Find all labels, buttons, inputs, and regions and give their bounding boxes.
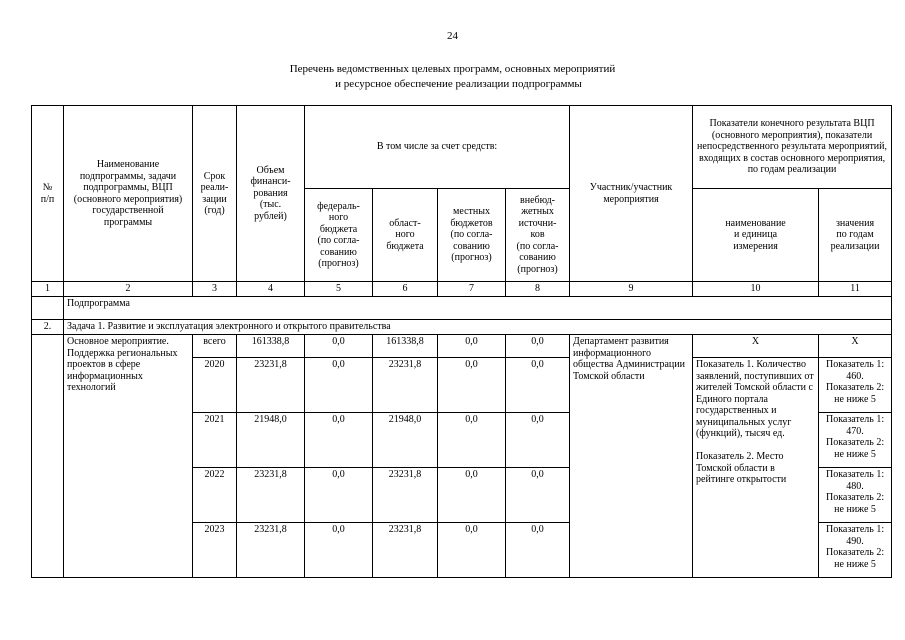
activity-year-local: 0,0: [438, 413, 506, 468]
page-number: 24: [447, 30, 458, 42]
activity-indicators-text: Показатель 1. Количество заявлений, поступивших от жителей Томской области с Единого портала государственных и муниципальных услуг (функций), тысяч ед. Показатель 2. Место Томской области в рейтинге открытости: [693, 358, 819, 578]
activity-year-regional: 21948,0: [373, 413, 438, 468]
header-col-volume: Объем финанси- рования (тыс. рублей): [237, 106, 305, 282]
activity-year-indicator-value: Показатель 1: 480. Показатель 2: не ниже 5: [819, 468, 892, 523]
activity-year-extra: 0,0: [506, 468, 570, 523]
column-number: 4: [237, 282, 305, 297]
activity-year-federal: 0,0: [305, 358, 373, 413]
activity-year-indicator-value: Показатель 1: 490. Показатель 2: не ниже 5: [819, 523, 892, 578]
header-col-number: № п/п: [32, 106, 64, 282]
activity-year-local: 0,0: [438, 523, 506, 578]
activity-year-extra: 0,0: [506, 413, 570, 468]
column-number: 7: [438, 282, 506, 297]
activity-year: 2021: [193, 413, 237, 468]
activity-year-volume: 23231,8: [237, 523, 305, 578]
activity-year-local: 0,0: [438, 468, 506, 523]
header-group-sources: В том числе за счет средств:: [305, 106, 570, 189]
column-number: 11: [819, 282, 892, 297]
activity-total-local: 0,0: [438, 335, 506, 358]
header-col-term: Срок реали- зации (год): [193, 106, 237, 282]
activity-total-volume: 161338,8: [237, 335, 305, 358]
activity-total-regional: 161338,8: [373, 335, 438, 358]
activity-total-indicator-value: X: [819, 335, 892, 358]
column-number: 3: [193, 282, 237, 297]
activity-year-extra: 0,0: [506, 523, 570, 578]
activity-participant: Департамент развития информационного общества Администрации Томской области: [570, 335, 693, 578]
task-row: [32, 320, 892, 335]
header-col-name: Наименование подпрограммы, задачи подпрограммы, ВЦП (основного мероприятия) государственной программы: [64, 106, 193, 282]
subprogram-number: [32, 297, 64, 320]
header-col-local: местных бюджетов (по согла- сованию (прогноз): [438, 189, 506, 282]
activity-year-federal: 0,0: [305, 468, 373, 523]
activity-year-federal: 0,0: [305, 413, 373, 468]
activity-year-extra: 0,0: [506, 358, 570, 413]
header-col-regional: област- ного бюджета: [373, 189, 438, 282]
activity-year-federal: 0,0: [305, 523, 373, 578]
activity-year-regional: 23231,8: [373, 358, 438, 413]
task-text: Задача 1. Развитие и эксплуатация электронного и открытого правительства: [64, 320, 892, 335]
activity-year-indicator-value: Показатель 1: 470. Показатель 2: не ниже 5: [819, 413, 892, 468]
activity-total-indicator-name: X: [693, 335, 819, 358]
header-col-participant: Участник/участник мероприятия: [570, 106, 693, 282]
column-number: 9: [570, 282, 693, 297]
activity-year-volume: 23231,8: [237, 358, 305, 413]
activity-year: 2022: [193, 468, 237, 523]
document-title: [0, 62, 905, 92]
activity-year-local: 0,0: [438, 358, 506, 413]
title-line-1: Перечень ведомственных целевых программ, основных мероприятий: [289, 63, 616, 75]
column-number: 8: [506, 282, 570, 297]
activity-year-regional: 23231,8: [373, 468, 438, 523]
column-number-row: [32, 282, 892, 297]
activity-total-federal: 0,0: [305, 335, 373, 358]
activity-total-year: всего: [193, 335, 237, 358]
header-group-indicators: Показатели конечного результата ВЦП (основного мероприятия), показатели непосредственного результата мероприятий, входящих в состав основного мероприятия, по годам реализации: [693, 106, 892, 189]
column-number: 5: [305, 282, 373, 297]
task-number: 2.: [32, 320, 64, 335]
subprogram-label: Подпрограмма: [64, 297, 892, 320]
header-col-federal: федераль- ного бюджета (по согла- сованию (прогноз): [305, 189, 373, 282]
column-number: 10: [693, 282, 819, 297]
activity-year: 2020: [193, 358, 237, 413]
column-number: 2: [64, 282, 193, 297]
title-line-2: и ресурсное обеспечение реализации подпрограммы: [335, 78, 582, 90]
activity-year-regional: 23231,8: [373, 523, 438, 578]
header-col-extra: внебюд- жетных источни- ков (по согла- сованию (прогноз): [506, 189, 570, 282]
header-col-indicator-name: наименование и единица измерения: [693, 189, 819, 282]
header-col-indicator-value: значения по годам реализации: [819, 189, 892, 282]
column-number: 1: [32, 282, 64, 297]
activity-year-indicator-value: Показатель 1: 460. Показатель 2: не ниже 5: [819, 358, 892, 413]
activity-total-extra: 0,0: [506, 335, 570, 358]
subprogram-row: [32, 297, 892, 320]
activity-year: 2023: [193, 523, 237, 578]
activity-number: [32, 335, 64, 578]
program-table: [31, 105, 892, 578]
activity-year-volume: 23231,8: [237, 468, 305, 523]
column-number: 6: [373, 282, 438, 297]
activity-total-row: [32, 335, 892, 358]
activity-name: Основное мероприятие. Поддержка региональных проектов в сфере информационных технологий: [64, 335, 193, 578]
activity-year-volume: 21948,0: [237, 413, 305, 468]
